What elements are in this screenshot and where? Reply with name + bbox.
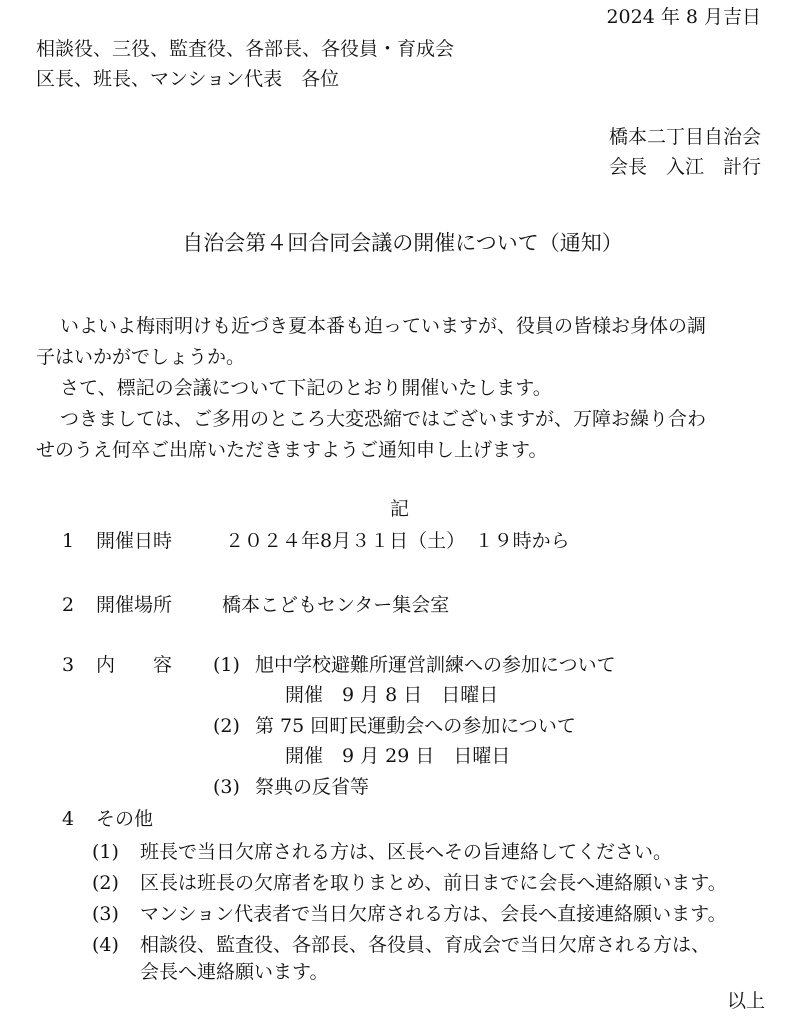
body-paragraph-3-line-1: つきましては、ご多用のところ大変恐縮ではございますが、万障お繰り合わ [60,408,707,430]
sender-organization: 橋本二丁目自治会 [608,126,761,148]
item-3-label: 内 容 [96,654,173,676]
document-title: 自治会第４回合同会議の開催について（通知） [182,231,623,255]
recipients-line-2: 区長、班長、マンション代表 各位 [36,68,340,90]
item-1-number: 1 [62,530,75,552]
content-sub-3-text: 祭典の反省等 [255,776,370,798]
other-note-3-text: マンション代表者で当日欠席される方は、会長へ直接連絡願います。 [140,903,727,925]
other-note-2-mark: (2) [92,872,119,894]
other-note-4-text-continued: 会長へ連絡願います。 [140,961,329,983]
content-sub-1-text: 旭中学校避難所運営訓練への参加について [255,654,616,676]
sender-name: 会長 入江 計行 [608,156,761,178]
other-note-2-text: 区長は班長の欠席者を取りまとめ、前日までに会長へ連絡願います。 [140,872,727,894]
content-sub-3-mark: (3) [213,776,240,798]
item-1-label: 開催日時 [96,530,173,552]
other-note-4-mark: (4) [92,934,119,956]
body-paragraph-1-line-2: 子はいかがでしょうか。 [36,346,246,368]
other-note-4-text: 相談役、監査役、各部長、各役員、育成会で当日欠席される方は、 [140,934,711,956]
item-2-value: 橋本こどもセンター集会室 [222,594,450,616]
item-1-value: ２０２４年8月３１日（土） １９時から [225,530,570,552]
item-4-number: 4 [62,808,75,830]
item-4-label: その他 [96,808,154,830]
content-sub-2-text: 第 75 回町民運動会への参加について [255,715,576,737]
content-sub-2-mark: (2) [213,715,240,737]
content-sub-2-detail: 開催 9 月 29 日 日曜日 [285,745,511,767]
body-paragraph-2: さて、標記の会議について下記のとおり開催いたします。 [60,377,552,399]
issue-date: 2024 年 8 月吉日 [606,6,761,28]
item-3-number: 3 [62,654,75,676]
body-paragraph-3-line-2: せのうえ何卒ご出席いただきますようご通知申し上げます。 [36,439,548,461]
other-note-1-mark: (1) [92,841,119,863]
closing: 以上 [726,990,765,1012]
other-note-1-text: 班長で当日欠席される方は、区長へその旨連絡してください。 [140,841,673,863]
other-note-3-mark: (3) [92,903,119,925]
ki-heading: 記 [390,498,410,520]
recipients-line-1: 相談役、三役、監査役、各部長、各役員・育成会 [36,38,455,60]
content-sub-1-mark: (1) [213,654,240,676]
item-2-number: 2 [62,594,75,616]
content-sub-1-detail: 開催 9 月 8 日 日曜日 [285,684,499,706]
body-paragraph-1-line-1: いよいよ梅雨明けも近づき夏本番も迫っていますが、役員の皆様お身体の調 [60,315,707,337]
item-2-label: 開催場所 [96,594,173,616]
